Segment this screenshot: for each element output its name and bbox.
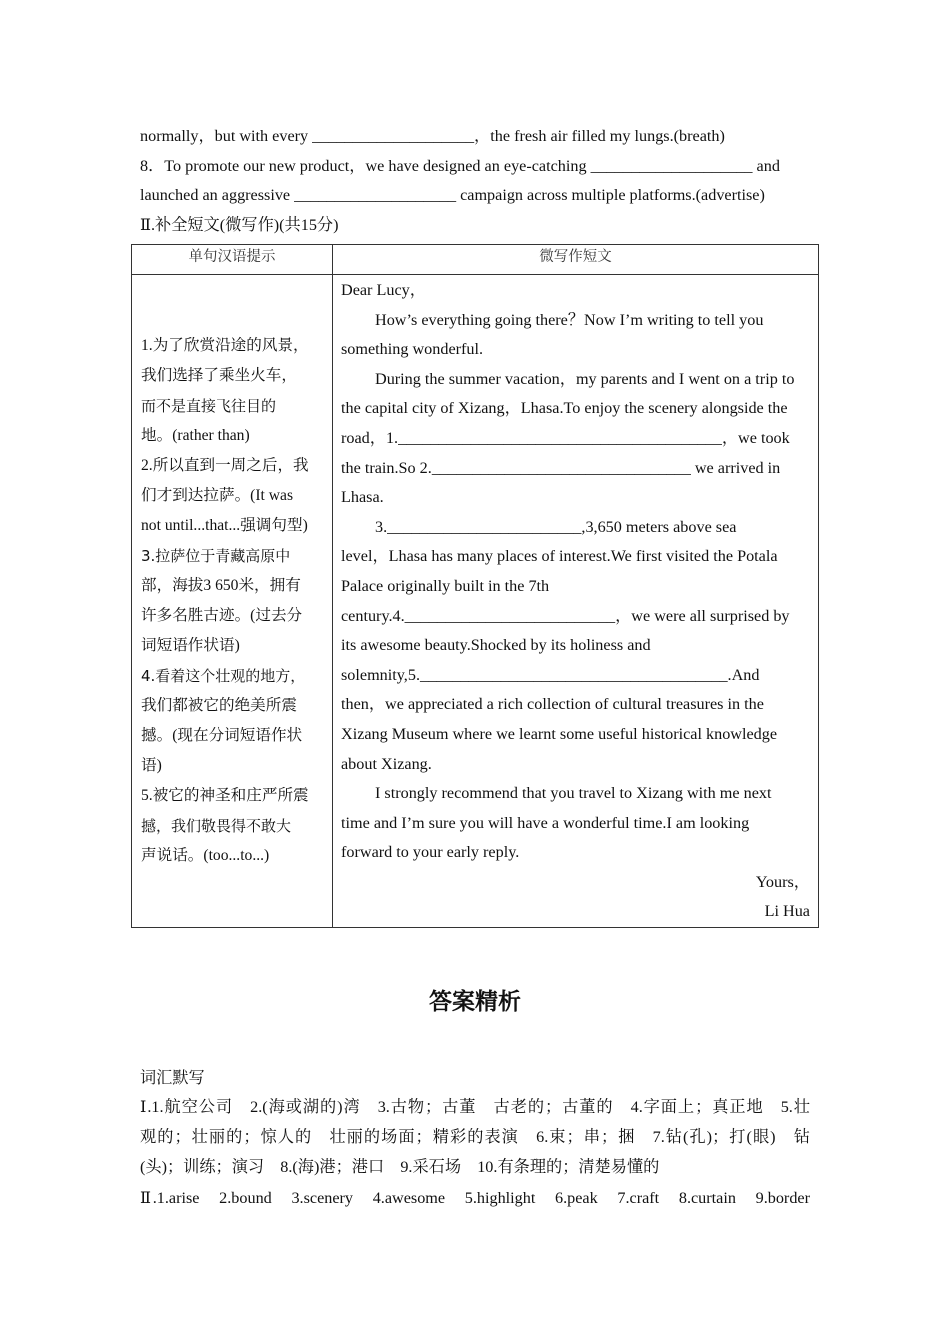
letter-line: then，we appreciated a rich collection of cultural treasures in the <box>341 695 764 714</box>
hint-line: 撼。(现在分词短语作状 <box>141 727 303 744</box>
letter-greeting: Dear Lucy， <box>341 281 426 299</box>
hint-line: 1.为了欣赏沿途的风景， <box>141 337 309 354</box>
hint-line: 部，海拔3 650米，拥有 <box>141 577 301 594</box>
hint-line: 2.所以直到一周之后，我 <box>141 457 309 474</box>
table-header-essay: 微写作短文 <box>333 245 819 275</box>
letter-closing: Yours， <box>755 872 810 891</box>
hints-cell <box>132 275 333 928</box>
hint-line: 们才到达拉萨。(It was <box>141 487 294 504</box>
hint-line: 许多名胜古迹。(过去分 <box>141 607 303 624</box>
hint-line: 地。(rather than) <box>141 427 250 444</box>
answers-line-3: (头)；训练；演习 8.(海)港；港口 9.采石场 10.有条理的；清楚易懂的 <box>140 1158 660 1176</box>
letter <box>333 275 818 927</box>
exercise-line-8-cont: launched an aggressive ____________________ campaign across multiple platforms.(advertise) <box>140 186 765 204</box>
hint-line: 词短语作状语) <box>141 637 240 654</box>
answers-section-label: 词汇默写 <box>140 1068 205 1087</box>
micro-writing-table <box>131 244 819 928</box>
hint-line: 我们都被它的绝美所震 <box>141 697 297 714</box>
letter-line: Xizang Museum where we learnt some useful historical knowledge <box>341 724 778 743</box>
hints-list <box>132 275 332 871</box>
hint-line: not until...that...强调句型) <box>141 517 308 534</box>
letter-line: forward to your early reply. <box>341 843 520 862</box>
exercise-line-7-end: normally，but with every ____________________，the fresh air filled my lungs.(breath) <box>140 127 725 145</box>
answers-line-2: 观的；壮丽的；惊人的 壮丽的场面；精彩的表演 6.束；串；捆 7.钻(孔)；打(眼) 钻 <box>140 1128 810 1146</box>
table-header-hints: 单句汉语提示 <box>132 245 333 275</box>
section-2-title: Ⅱ.补全短文(微写作)(共15分) <box>140 216 339 234</box>
letter-line: the capital city of Xizang，Lhasa.To enjoy the scenery alongside the <box>341 399 788 418</box>
letter-line: Palace originally built in the 7th <box>341 576 550 595</box>
answers-line-1: Ⅰ.1.航空公司 2.(海或湖的)湾 3.古物；古董 古老的；古董的 4.字面上；真正地 5.壮 <box>140 1098 810 1116</box>
letter-signature: Li Hua <box>764 902 810 921</box>
letter-line: its awesome beauty.Shocked by its holiness and <box>341 636 651 655</box>
hint-line: 撼，我们敬畏得不敢大 <box>141 817 292 835</box>
letter-blank-3-line: 3.________________________,3,650 meters above sea <box>375 517 737 536</box>
hint-line: 我们选择了乘坐火车， <box>141 367 297 384</box>
letter-line: Lhasa. <box>341 488 384 507</box>
letter-line: about Xizang. <box>341 754 432 773</box>
essay-cell <box>333 275 819 928</box>
letter-line: something wonderful. <box>341 340 484 359</box>
hint-line: 而不是直接飞往目的 <box>141 397 277 415</box>
letter-line: I strongly recommend that you travel to Xizang with me next <box>375 784 772 803</box>
letter-blank-2-line: the train.So 2.________________________________ we arrived in <box>341 458 781 477</box>
exercise-line-8: 8．To promote our new product，we have designed an eye-catching ____________________ and <box>140 157 780 175</box>
letter-line: level，Lhasa has many places of interest.We first visited the Potala <box>341 547 778 566</box>
letter-line: How’s everything going there？Now I’m writing to tell you <box>375 310 764 329</box>
letter-blank-1-line: road，1.________________________________________，we took <box>341 428 790 447</box>
letter-line: During the summer vacation，my parents and I went on a trip to <box>375 369 795 388</box>
hint-line: 4.看着这个壮观的地方， <box>141 667 306 685</box>
answers-line-4: Ⅱ.1.arise 2.bound 3.scenery 4.awesome 5.highlight 6.peak 7.craft 8.curtain 9.border <box>140 1189 810 1207</box>
hint-line: 语) <box>141 757 162 774</box>
hint-line: 5.被它的神圣和庄严所震 <box>141 787 309 804</box>
answers-title: 答案精析 <box>429 989 521 1015</box>
letter-blank-5-line: solemnity,5.______________________________________.And <box>341 665 760 684</box>
hint-line: 声说话。(too...to...) <box>141 847 270 864</box>
letter-line: time and I’m sure you will have a wonderful time.I am looking <box>341 813 750 832</box>
letter-blank-4-line: century.4.__________________________，we were all surprised by <box>341 606 790 625</box>
hint-line: 3.拉萨位于青藏高原中 <box>141 547 291 565</box>
